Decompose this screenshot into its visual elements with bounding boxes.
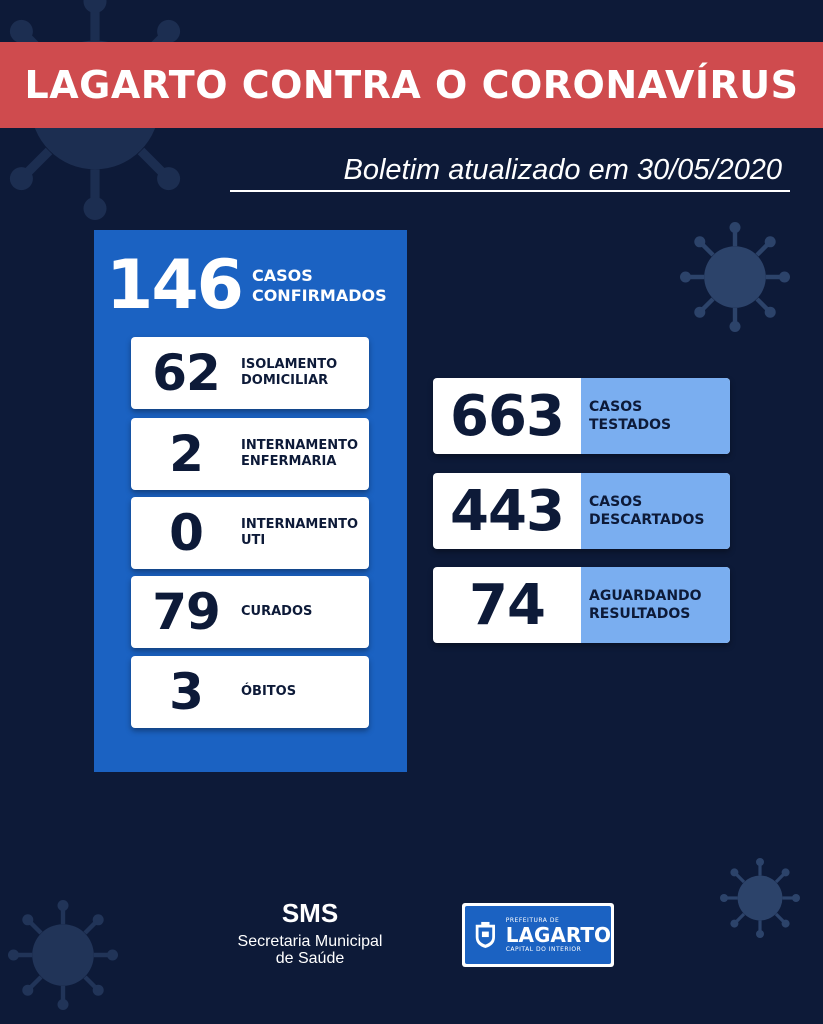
stat-label-line1: CASOS [589, 399, 643, 415]
confirmed-total-label [252, 266, 387, 306]
stat-card-awaiting [433, 567, 730, 643]
prefeitura-logo-text [506, 917, 611, 953]
stat-label [581, 473, 730, 549]
stat-label-line1: ISOLAMENTO [241, 357, 338, 372]
virus-icon [720, 858, 800, 938]
stat-card-isolation [131, 337, 369, 409]
stat-number: 74 [469, 572, 545, 638]
stat-label-line2: RESULTADOS [589, 606, 691, 622]
stat-label-line1: AGUARDANDO [589, 588, 702, 604]
stat-card-recovered [131, 576, 369, 648]
stat-card-ward [131, 418, 369, 490]
confirmed-total-number: 146 [106, 246, 242, 325]
confirmed-total [106, 246, 387, 325]
stat-label-line2: ENFERMARIA [241, 454, 337, 469]
stat-number: 3 [169, 663, 203, 721]
confirmed-label-line2: CONFIRMADOS [251, 286, 387, 305]
stat-label-line2: UTI [241, 533, 266, 548]
stat-card-tested [433, 378, 730, 454]
stat-label [241, 438, 358, 470]
stat-label-line2: DESCARTADOS [589, 512, 705, 528]
stat-number: 62 [152, 344, 220, 402]
stat-card-icu [131, 497, 369, 569]
stat-label-line2: DOMICILIAR [241, 373, 329, 388]
page-title: LAGARTO CONTRA O CORONAVÍRUS [24, 63, 799, 107]
virus-icon [680, 222, 790, 332]
stat-label [241, 357, 337, 389]
sms-subtitle-line2: de Saúde [275, 950, 345, 967]
stat-label-line1: ÓBITOS [241, 684, 297, 699]
coat-of-arms-icon [473, 914, 498, 956]
stat-label-line1: CASOS [589, 494, 643, 510]
confirmed-panel [94, 230, 407, 772]
stat-label-line1: CURADOS [241, 604, 313, 619]
stat-label-line1: INTERNAMENTO [241, 438, 359, 453]
stat-number: 443 [450, 478, 564, 544]
logo-small-text: PREFEITURA DE [505, 917, 560, 924]
prefeitura-logo-inner [465, 906, 611, 964]
stat-label [241, 684, 296, 700]
confirmed-label-line1: CASOS [251, 266, 313, 285]
virus-icon [8, 900, 118, 1010]
stat-card-discarded [433, 473, 730, 549]
logo-big-text: LAGARTO [505, 923, 611, 947]
prefeitura-logo [462, 903, 614, 967]
stat-label [241, 517, 358, 549]
sms-subtitle-line1: Secretaria Municipal [237, 933, 383, 950]
stat-number: 663 [450, 383, 564, 449]
sms-logo [220, 898, 400, 967]
sms-title: SMS [281, 898, 339, 928]
title-banner [0, 42, 823, 128]
stat-label [581, 378, 730, 454]
stat-label [241, 604, 312, 620]
stat-label [581, 567, 730, 643]
stat-number: 2 [169, 425, 203, 483]
stat-card-deaths [131, 656, 369, 728]
stat-number: 0 [169, 504, 203, 562]
stat-label-line2: TESTADOS [589, 417, 672, 433]
stat-number: 79 [152, 583, 220, 641]
logo-sub-text: CAPITAL DO INTERIOR [505, 946, 582, 953]
stat-label-line1: INTERNAMENTO [241, 517, 359, 532]
bulletin-date: Boletim atualizado em 30/05/2020 [230, 150, 790, 192]
